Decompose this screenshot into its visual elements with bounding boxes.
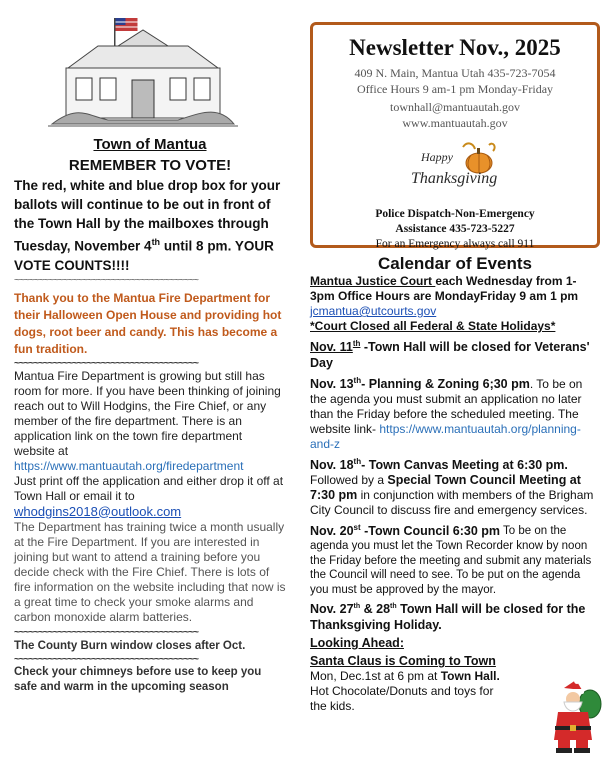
newsletter-title: Newsletter Nov., 2025 xyxy=(349,35,561,60)
fire-department-paragraph: Mantua Fire Department is growing but still has room for more. If you have been thinking of joining reach out to Will Hodgins, the Fire Chief, or any member of the fire department. There is an application link on the town fire department website at https://www.mantuautah.org/firedepartment Just print off the application and either drop it off at Town Hall or email it to whodgins2018@outlook.com xyxy=(14,368,284,519)
town-address: 409 N. Main, Mantua Utah 435-723-7054 xyxy=(354,66,556,80)
left-column xyxy=(14,8,286,695)
town-title: Town of Mantua xyxy=(93,136,207,153)
emergency-notice: For an Emergency always call 911 xyxy=(375,238,535,250)
santa-event-heading: Santa Claus is Coming to Town xyxy=(310,654,496,669)
town-hall-illustration xyxy=(48,8,238,130)
fire-chief-email-link[interactable]: whodgins2018@outlook.com xyxy=(14,503,182,519)
happy-thanksgiving-pumpkin-icon xyxy=(405,135,505,205)
svg-text:Happy: Happy xyxy=(421,150,453,164)
burn-window-notice: The County Burn window closes after Oct. xyxy=(14,639,246,652)
santa-claus-icon xyxy=(546,678,602,754)
right-column xyxy=(310,22,600,714)
event-nov-13: Nov. 13th- Planning & Zoning 6;30 pm. To be on the agenda you must submit an application no later than the Friday before the scheduled meeting. The website link- https://www.mantuautah.org/planning-and-z xyxy=(310,376,583,452)
event-nov-27-28: Nov. 27th & 28th Town Hall will be closed for the Thanksgiving Holiday. xyxy=(310,602,586,633)
vote-paragraph: The red, white and blue drop box for your ballots will continue to be out in front of the Town Hall by the mailboxes through Tuesday, November 4th until 8 pm. YOUR VOTE COUNTS!!!! xyxy=(14,178,281,273)
divider: ~~~~~~~~~~~~~~~~~~~~~~~~~~~~~~~~~~~~~~ xyxy=(14,626,198,638)
town-website: www.mantuautah.gov xyxy=(402,116,508,130)
office-hours: Office Hours 9 am-1 pm Monday-Friday xyxy=(356,82,554,96)
justice-court-entry: Mantua Justice Court each Wednesday from 1-3pm Office Hours are MondayFriday 9 am 1 pm jcmantua@utcourts.gov xyxy=(310,274,579,318)
court-closed-notice: *Court Closed all Federal & State Holidays* xyxy=(310,319,556,333)
event-nov-20: Nov. 20st -Town Council 6:30 pm To be on the agenda you must let the Town Recorder know by noon the Friday before the meeting and submit any materials the Council will need to see. To be put on the agenda you must be approved by the mayor. xyxy=(310,522,592,596)
divider: ~~~~~~~~~~~~~~~~~~~~~~~~~~~~~~~~~~~~~~ xyxy=(14,357,198,369)
divider: ~~~~~~~~~~~~~~~~~~~~~~~~~~~~~~~~~~~~~~ xyxy=(14,653,198,665)
planning-zoning-link[interactable]: https://www.mantuautah.org/planning-and-z xyxy=(310,422,581,452)
fire-thanks-paragraph: Thank you to the Mantua Fire Department for their Halloween Open House and providing hot dogs, root beer and candy. This has become a fun tradition. xyxy=(14,290,282,356)
training-paragraph: The Department has training twice a month usually at the Fire Department. If you are interested in joining but want to attend a training before you decide check with the Fire Chief. There is lots of fire information on the website including that now is a great time to check your smoke alarms and carbon monoxide alarm batteries. xyxy=(14,519,286,624)
event-nov-18: Nov. 18th- Town Canvas Meeting at 6:30 pm. Followed by a Special Town Council Meeting at 7:30 pm in conjunction with members of the Brigham City Council to discuss fire and emergency services. xyxy=(310,457,594,518)
svg-text:Thanksgiving: Thanksgiving xyxy=(411,170,498,187)
santa-event-details: Mon, Dec.1st at 6 pm at Town Hall. Hot Chocolate/Donuts and toys for the kids. xyxy=(310,669,500,714)
event-nov-11: Nov. 11th -Town Hall will be closed for Veterans' Day xyxy=(310,339,590,371)
police-dispatch: Police Dispatch-Non-Emergency xyxy=(375,208,535,220)
looking-ahead-heading: Looking Ahead: xyxy=(310,636,404,651)
chimney-notice: Check your chimneys before use to keep you safe and warm in the upcoming season xyxy=(14,665,262,693)
fire-department-link[interactable]: https://www.mantuautah.org/firedepartment xyxy=(14,458,244,473)
divider: ~~~~~~~~~~~~~~~~~~~~~~~~~~~~~~~~~~~~~~ xyxy=(14,274,198,286)
court-email-link[interactable]: jcmantua@utcourts.gov xyxy=(310,304,437,318)
police-assistance-number: Assistance 435-723-5227 xyxy=(395,223,515,235)
town-email: townhall@mantuautah.gov xyxy=(389,100,521,114)
newsletter-header-box xyxy=(310,22,600,248)
calendar-events xyxy=(310,274,600,714)
vote-heading: REMEMBER TO VOTE! xyxy=(68,157,232,174)
calendar-heading: Calendar of Events xyxy=(378,254,532,273)
